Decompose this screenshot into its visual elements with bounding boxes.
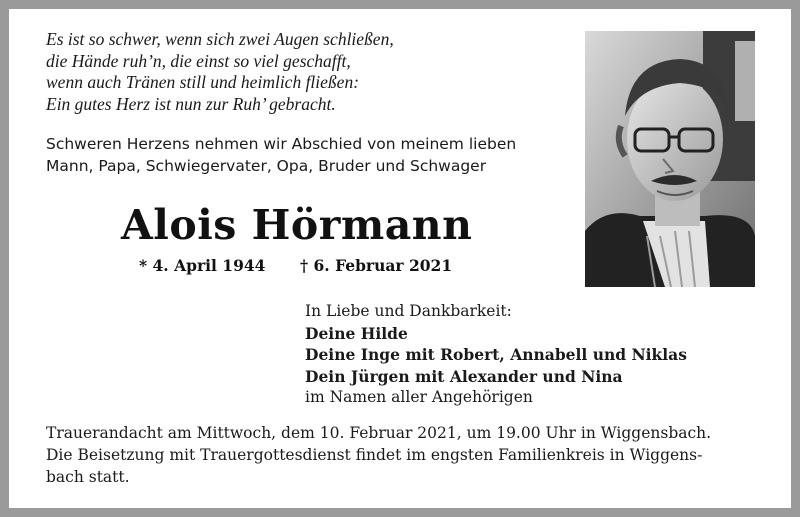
mourners-list [305, 301, 687, 409]
birth-date: * 4. April 1944 [139, 256, 266, 275]
obituary-card [9, 9, 791, 508]
poem-line: Ein gutes Herz ist nun zur Ruh’ gebracht. [46, 93, 336, 114]
mourners-intro: In Liebe und Dankbarkeit: [305, 302, 512, 320]
mourners-closing: im Namen aller Angehörigen [305, 388, 533, 406]
service-line: Die Beisetzung mit Trauergottesdienst findet im engsten Familienkreis in Wiggens- [46, 446, 703, 464]
poem-line: wenn auch Tränen still und heimlich fließen: [46, 72, 360, 92]
mourner-name: Deine Inge mit Robert, Annabell und Niklas [305, 345, 687, 364]
death-date: † 6. Februar 2021 [300, 256, 453, 275]
poem-line: Es ist so schwer, wenn sich zwei Augen schließen, [46, 29, 394, 49]
portrait-illustration [585, 31, 755, 287]
service-details [46, 422, 758, 488]
farewell-text [46, 133, 516, 177]
portrait-photo [585, 31, 755, 287]
poem-line: die Hände ruh’n, die einst so viel geschafft, [46, 50, 351, 71]
mourner-name: Dein Jürgen mit Alexander und Nina [305, 366, 623, 386]
poem [46, 29, 394, 115]
service-line: Trauerandacht am Mittwoch, dem 10. Februar 2021, um 19.00 Uhr in Wiggensbach. [46, 424, 712, 442]
deceased-name: Alois Hörmann [121, 201, 473, 249]
mourner-name: Deine Hilde [305, 323, 408, 343]
service-line: bach statt. [46, 468, 130, 486]
farewell-line: Schweren Herzens nehmen wir Abschied von meinem lieben [46, 135, 517, 153]
farewell-line: Mann, Papa, Schwiegervater, Opa, Bruder und Schwager [46, 157, 487, 175]
